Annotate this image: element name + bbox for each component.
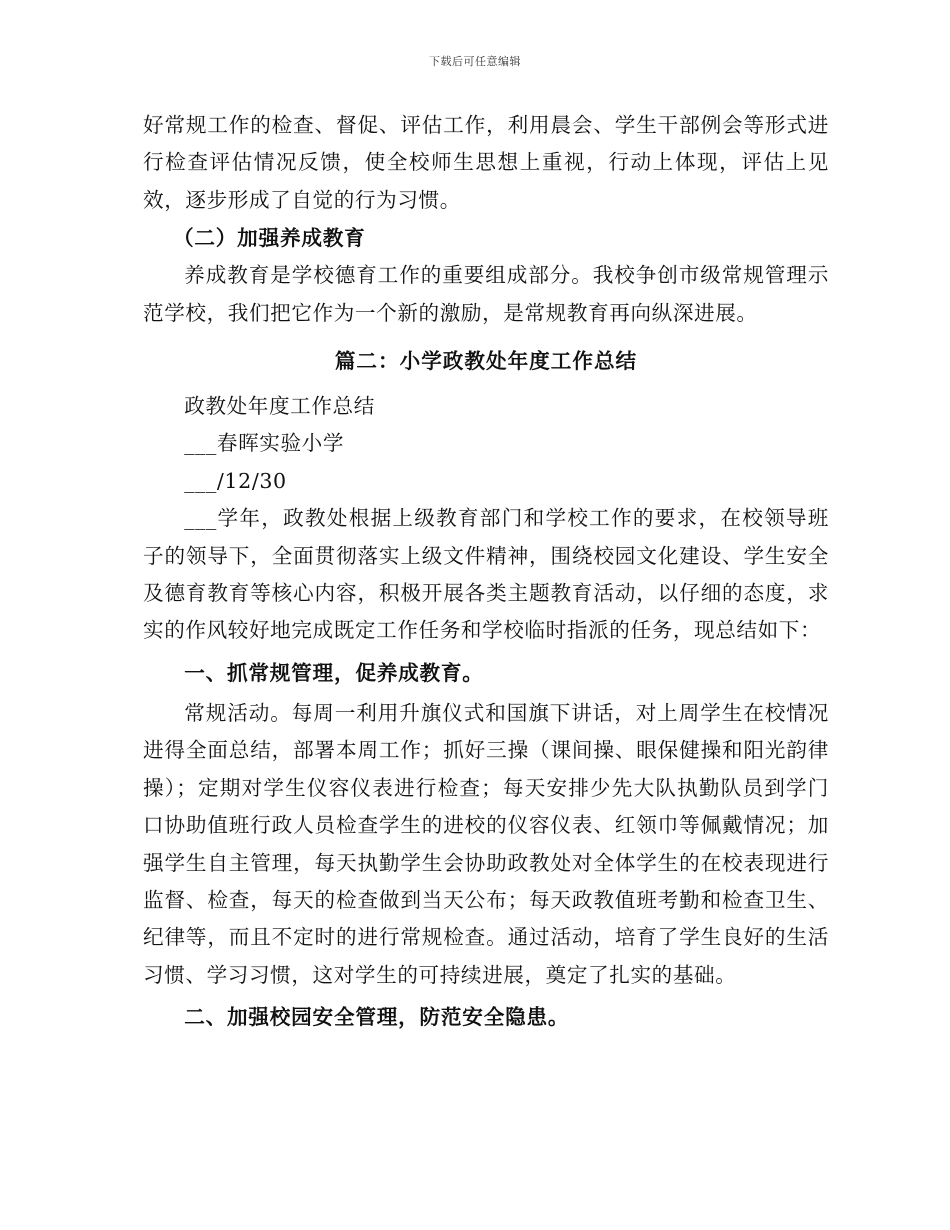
- date-line: ___/12/30: [184, 468, 287, 493]
- page-header: 下载后可任意编辑: [429, 55, 521, 68]
- paragraph: ___学年，政教处根据上级教育部门和学校工作的要求，在校领导班子的领导下，全面贯彻落实上级文件精神，围绕校园文化建设、学生安全及德育教育等核心内容，积极开展各类主题教育活动，以仔细的态度，求实的作风较好地完成既定工作任务和学校临时指派的任务，现总结如下：: [143, 506, 829, 643]
- document-body: [143, 107, 829, 1039]
- section-heading: 二、加强校园安全管理，防范安全隐患。: [184, 1005, 570, 1030]
- subsection-heading: （二）加强养成教育: [173, 226, 366, 251]
- article-title: 篇二：小学政教处年度工作总结: [334, 349, 638, 374]
- paragraph: 养成教育是学校德育工作的重要组成部分。我校争创市级常规管理示范学校，我们把它作为一个新的激励，是常规教育再向纵深进展。: [143, 263, 829, 325]
- report-title-line: 政教处年度工作总结: [184, 394, 375, 419]
- school-name-line: ___春晖实验小学: [184, 431, 345, 456]
- section-heading: 一、抓常规管理，促养成教育。: [184, 660, 484, 685]
- paragraph-continuation: 好常规工作的检查、督促、评估工作，利用晨会、学生干部例会等形式进行检查评估情况反馈，使全校师生思想上重视，行动上体现，评估上见效，逐步形成了自觉的行为习惯。: [143, 113, 829, 212]
- paragraph: 常规活动。每周一利用升旗仪式和国旗下讲话，对上周学生在校情况进得全面总结，部署本周工作；抓好三操（课间操、眼保健操和阳光韵律操）；定期对学生仪容仪表进行检查；每天安排少先大队执勤队员到学门口协助值班行政人员检查学生的进校的仪容仪表、红领巾等佩戴情况；加强学生自主管理，每天执勤学生会协助政教处对全体学生的在校表现进行监督、检查，每天的检查做到当天公布；每天政教值班考勤和检查卫生、纪律等，而且不定时的进行常规检查。通过活动，培育了学生良好的生活习惯、学习习惯，这对学生的可持续进展，奠定了扎实的基础。: [143, 700, 829, 987]
